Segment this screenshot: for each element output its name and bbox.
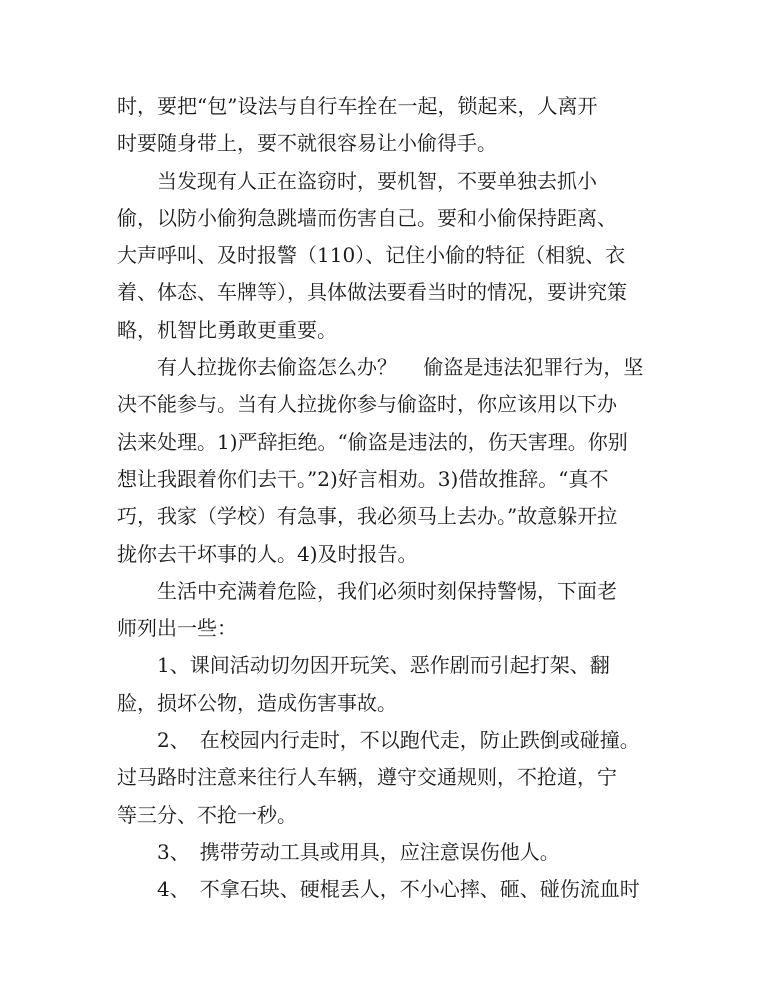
text-line: 拢你去干坏事的人。4)及时报告。 [117,541,418,566]
text-line: 有人拉拢你去偷盗怎么办？ 偷盗是违法犯罪行为，坚 [157,355,644,380]
text-line: 时要随身带上，要不就很容易让小偷得手。 [117,131,497,156]
text-line: 脸，损坏公物，造成伤害事故。 [117,690,397,715]
text-line: 2、 在校园内行走时，不以跑代走，防止跌倒或碰撞。 [157,728,640,753]
text-line: 3、 携带劳动工具或用具，应注意误伤他人。 [157,839,560,864]
text-line: 等三分、不抢一秒。 [117,802,297,827]
text-line: 时，要把“包”设法与自行车拴在一起，锁起来，人离开 [117,94,598,118]
text-line: 想让我跟着你们去干。”2)好言相劝。3)借故推辞。“真不 [117,466,609,491]
text-line: 决不能参与。当有人拉拢你参与偷盗时，你应该用以下办 [117,392,617,417]
text-line: 大声呼叫、及时报警（110）、记住小偷的特征（相貌、衣 [117,243,626,268]
text-line: 4、 不拿石块、硬棍丢人，不小心摔、砸、碰伤流血时 [157,877,640,902]
document-body [117,88,662,909]
text-line: 法来处理。1)严辞拒绝。“偷盗是违法的，伤天害理。你别 [117,429,628,454]
text-line: 生活中充满着危险，我们必须时刻保持警惕，下面老 [157,578,617,603]
text-line: 师列出一些： [117,616,237,641]
text-line: 着、体态、车牌等），具体做法要看当时的情况，要讲究策 [117,280,627,305]
text-line: 过马路时注意来往行人车辆，遵守交通规则，不抢道，宁 [117,765,617,790]
text-line: 当发现有人正在盗窃时，要机智，不要单独去抓小 [157,168,597,193]
text-line: 巧，我家（学校）有急事，我必须马上去办。”故意躲开拉 [117,504,618,529]
text-line: 偷，以防小偷狗急跳墙而伤害自己。要和小偷保持距离、 [117,205,617,230]
text-line: 1、课间活动切勿因开玩笑、恶作剧而引起打架、翻 [157,653,610,678]
text-line: 略，机智比勇敢更重要。 [117,317,337,342]
